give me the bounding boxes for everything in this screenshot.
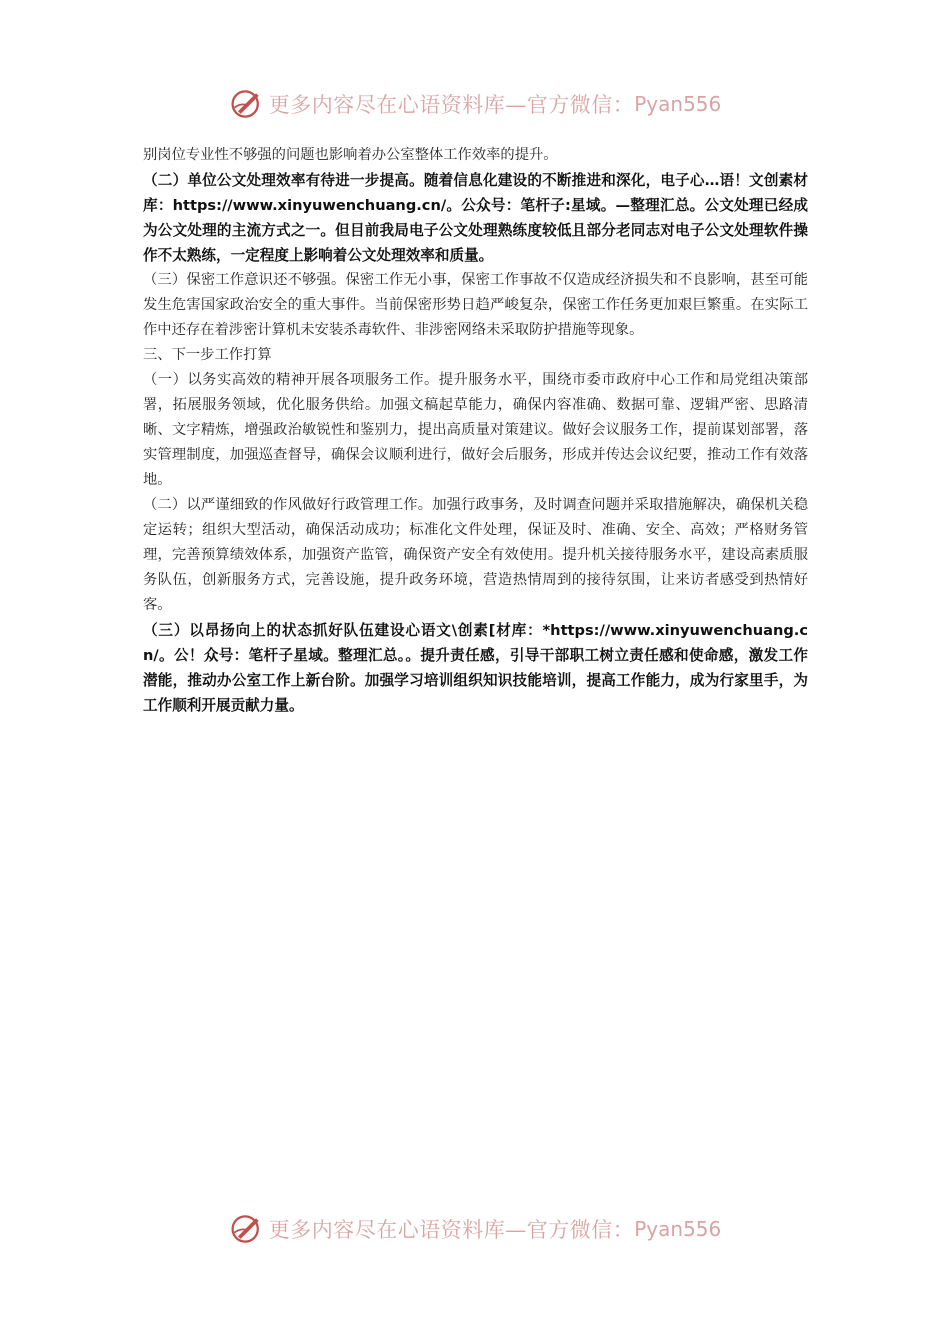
section-heading: 三、下一步工作打算 — [143, 347, 272, 363]
paragraph: （三）保密工作意识还不够强。保密工作无小事，保密工作事故不仅造成经济损失和不良影响，甚至可能发生危害国家政治安全的重大事件。当前保密形势日趋严峻复杂，保密工作任务更加艰巨繁重。在实际工作中还存在着涉密计算机未安装杀毒软件、非涉密网络未采取防护措施等现象。 — [143, 272, 808, 338]
paragraph: （三）以昂扬向上的状态抓好队伍建设心语文\创素[材库：*https://www.xinyuwenchuang.cn/。公！众号：笔杆子星域。整理汇总。。提升责任感，引导干部职工树立责任感和使命感，激发工作潜能，推动办公室工作上新台阶。加强学习培训组织知识技能培训，提高工作能力，成为行家里手，为工作顺利开展贡献力量。 — [143, 622, 808, 714]
pen-logo-icon — [229, 1211, 265, 1247]
paragraph: （二）单位公文处理效率有待进一步提高。随着信息化建设的不断推进和深化，电子心…语！文创素材库：https://www.xinyuwenchuang.cn/。公众号：笔杆子:星域。—整理汇总。公文处理已经成为公文处理的主流方式之一。但目前我局电子公文处理熟练度较低且部分老同志对电子公文处理软件操作不太熟练，一定程度上影响着公文处理效率和质量。 — [143, 172, 808, 264]
paragraph: （一）以务实高效的精神开展各项服务工作。提升服务水平，围绕市委市政府中心工作和局党组决策部署，拓展服务领域，优化服务供给。加强文稿起草能力，确保内容准确、数据可靠、逻辑严密、思路清晰、文字精炼，增强政治敏锐性和鉴别力，提出高质量对策建议。做好会议服务工作，提前谋划部署，落实管理制度，加强巡查督导，确保会议顺利进行，做好会后服务，形成并传达会议纪要，推动工作有效落地。 — [143, 372, 808, 488]
footer-banner — [0, 1209, 950, 1249]
paragraph: （二）以严谨细致的作风做好行政管理工作。加强行政事务，及时调查问题并采取措施解决，确保机关稳定运转；组织大型活动，确保活动成功；标准化文件处理，保证及时、准确、安全、高效；严格财务管理，完善预算绩效体系，加强资产监管，确保资产安全有效使用。提升机关接待服务水平，建设高素质服务队伍，创新服务方式，完善设施，提升政务环境，营造热情周到的接待氛围，让来访者感受到热情好客。 — [143, 497, 808, 613]
wechat-id: Pyan556 — [634, 92, 722, 116]
header-banner — [0, 84, 950, 124]
pen-logo-icon — [229, 86, 265, 122]
banner-text: 更多内容尽在心语资料库—官方微信： — [268, 93, 635, 117]
paragraph: 别岗位专业性不够强的问题也影响着办公室整体工作效率的提升。 — [143, 147, 558, 163]
banner-text: 更多内容尽在心语资料库—官方微信： — [268, 1218, 635, 1242]
wechat-id: Pyan556 — [634, 1217, 722, 1241]
document-body — [143, 143, 808, 718]
